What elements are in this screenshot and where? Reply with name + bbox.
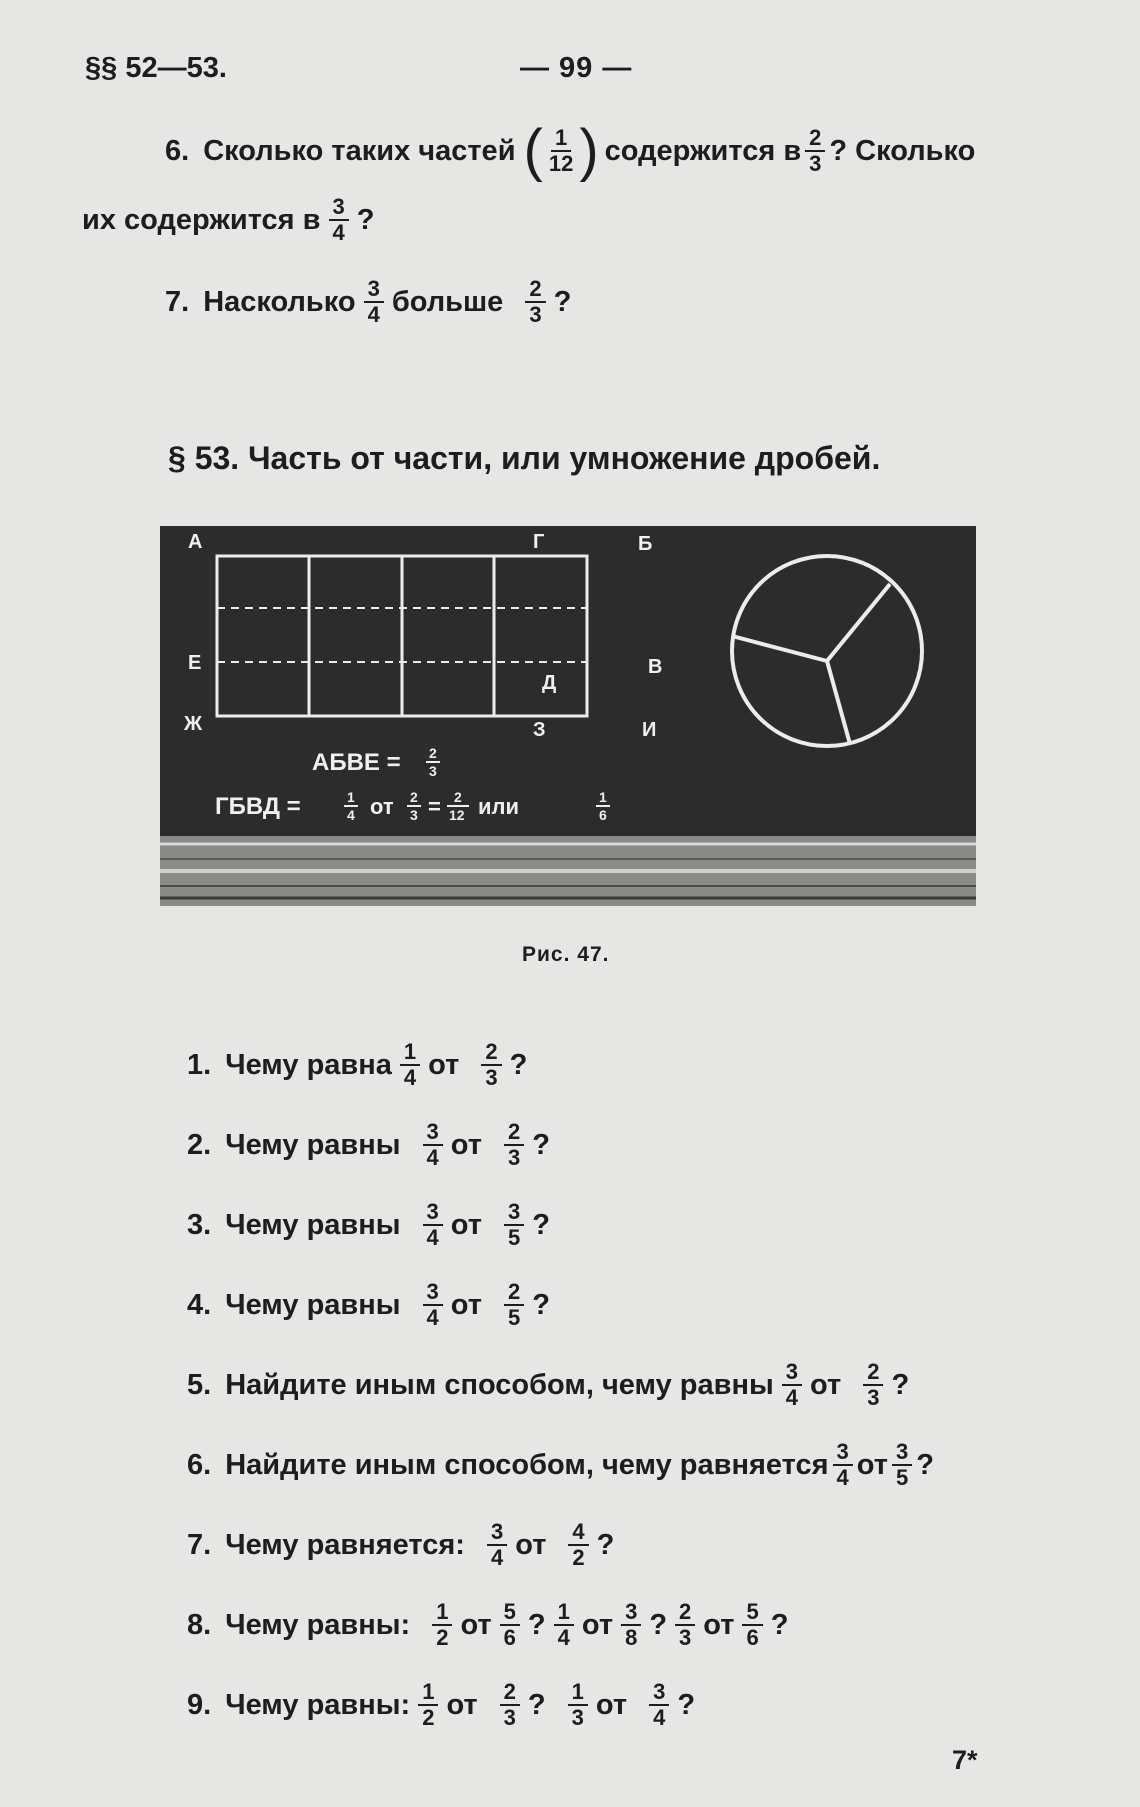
fraction	[432, 1600, 452, 1650]
denominator: 3	[529, 302, 542, 327]
question-text: Чему равны	[225, 1128, 401, 1161]
numerator: 3	[423, 1120, 443, 1146]
blackboard	[160, 526, 976, 836]
fraction	[892, 1440, 912, 1490]
numerator: 5	[500, 1600, 520, 1626]
numerator: 1	[554, 1600, 574, 1626]
fraction	[423, 1120, 443, 1170]
question-1	[187, 1040, 527, 1090]
denominator: 3	[507, 1145, 521, 1170]
word-ot: от	[446, 1688, 478, 1721]
question-number: 9.	[187, 1688, 212, 1721]
eq2-f2-denominator: 3	[410, 807, 418, 823]
numerator: 1	[432, 1600, 452, 1626]
denominator: 3	[867, 1385, 880, 1410]
eq2-f3-numerator: 2	[454, 789, 462, 805]
task-text: больше	[391, 285, 504, 318]
fraction	[805, 126, 825, 176]
numerator: 3	[504, 1200, 524, 1226]
fraction	[504, 1280, 524, 1330]
numerator: 3	[423, 1200, 443, 1226]
denominator: 4	[332, 220, 345, 245]
label-V: В	[648, 656, 663, 678]
denominator: 3	[679, 1625, 692, 1650]
question-text: Чему равняется:	[225, 1528, 465, 1561]
open-paren: (	[523, 118, 543, 183]
question-7	[187, 1520, 614, 1570]
label-G: Г	[533, 531, 545, 553]
denominator: 6	[503, 1625, 516, 1650]
fraction	[423, 1200, 443, 1250]
section-title: § 53. Часть от части, или умножение дробей.	[168, 440, 881, 476]
question-number: 2.	[187, 1128, 212, 1161]
word-ot: от	[810, 1368, 842, 1401]
eq2-equals: =	[428, 794, 441, 819]
question-2	[187, 1120, 550, 1170]
fraction	[423, 1280, 443, 1330]
denominator: 5	[507, 1305, 521, 1330]
word-ot: от	[581, 1608, 614, 1641]
fraction	[525, 277, 545, 327]
question-mark: ?	[649, 1608, 668, 1641]
eq1-denominator: 3	[429, 763, 437, 779]
denominator: 6	[746, 1625, 759, 1650]
task-text: Сколько таких частей	[203, 134, 516, 167]
eq2-f1-numerator: 1	[347, 789, 355, 805]
denominator: 3	[485, 1065, 498, 1090]
question-mark: ?	[891, 1368, 910, 1401]
question-mark: ?	[509, 1048, 528, 1081]
question-9	[187, 1680, 695, 1730]
label-Zh: Ж	[184, 713, 203, 735]
fraction	[649, 1680, 669, 1730]
question-6	[187, 1440, 934, 1490]
question-mark: ?	[532, 1288, 550, 1321]
task-text: ? Сколько	[829, 134, 976, 167]
numerator: 2	[500, 1680, 520, 1706]
equation-2-lhs: ГБВД =	[215, 793, 301, 820]
eq2-ot: от	[370, 794, 394, 819]
numerator: 1	[400, 1040, 420, 1066]
fraction	[504, 1120, 524, 1170]
word-ot: от	[460, 1608, 492, 1641]
fraction	[418, 1680, 438, 1730]
label-B: Б	[638, 533, 653, 555]
word-ot: от	[428, 1048, 460, 1081]
label-Z: З	[533, 719, 546, 741]
question-number: 1.	[187, 1048, 212, 1081]
fraction	[545, 126, 577, 176]
word-ot: от	[515, 1528, 547, 1561]
label-I: И	[642, 719, 657, 741]
denominator: 4	[367, 302, 380, 327]
question-number: 3.	[187, 1208, 212, 1241]
numerator: 5	[742, 1600, 762, 1626]
question-mark: ?	[596, 1528, 615, 1561]
denominator: 12	[548, 151, 574, 176]
task-6-line-2	[82, 195, 374, 245]
word-ot: от	[595, 1688, 628, 1721]
numerator: 3	[364, 277, 384, 303]
denominator: 2	[436, 1625, 449, 1650]
question-number: 6.	[187, 1448, 212, 1481]
word-ot: от	[450, 1288, 482, 1321]
numerator: 4	[568, 1520, 588, 1546]
fraction	[400, 1040, 420, 1090]
task-text: Насколько	[203, 285, 356, 318]
fraction	[568, 1520, 588, 1570]
numerator: 3	[487, 1520, 507, 1546]
question-number: 5.	[187, 1368, 212, 1401]
question-mark: ?	[532, 1128, 550, 1161]
question-mark: ?	[527, 1608, 546, 1641]
numerator: 1	[568, 1680, 588, 1706]
question-text: Найдите иным способом, чему равняется	[225, 1448, 829, 1481]
fraction	[329, 195, 349, 245]
denominator: 4	[557, 1625, 570, 1650]
denominator: 4	[490, 1545, 504, 1570]
question-3	[187, 1200, 550, 1250]
numerator: 2	[504, 1120, 524, 1146]
eq2-f2-numerator: 2	[410, 789, 418, 805]
close-paren: )	[579, 118, 599, 183]
numerator: 3	[892, 1440, 912, 1466]
numerator: 2	[504, 1280, 524, 1306]
numerator: 2	[675, 1600, 695, 1626]
equation-1-lhs: АБВЕ =	[312, 749, 401, 776]
question-4	[187, 1280, 550, 1330]
task-text: содержится в	[604, 134, 802, 167]
eq2-f4-numerator: 1	[599, 789, 607, 805]
eq2-f4-denominator: 6	[599, 807, 607, 823]
fraction	[364, 277, 384, 327]
denominator: 4	[403, 1065, 417, 1090]
fraction	[481, 1040, 501, 1090]
fraction	[863, 1360, 883, 1410]
question-mark: ?	[770, 1608, 789, 1641]
fraction	[675, 1600, 695, 1650]
numerator: 2	[805, 126, 825, 152]
denominator: 3	[809, 151, 822, 176]
denominator: 4	[653, 1705, 666, 1730]
question-mark: ?	[527, 1688, 546, 1721]
denominator: 5	[507, 1225, 521, 1250]
denominator: 4	[426, 1305, 439, 1330]
numerator: 3	[833, 1440, 853, 1466]
numerator: 3	[329, 195, 349, 221]
question-text: Чему равны	[225, 1208, 401, 1241]
numerator: 1	[418, 1680, 438, 1706]
question-mark: ?	[916, 1448, 934, 1481]
eq2-f1-denominator: 4	[347, 807, 355, 823]
question-text: Чему равны:	[225, 1608, 411, 1641]
fraction	[504, 1200, 524, 1250]
figure-caption: Рис. 47.	[522, 943, 610, 966]
fraction	[621, 1600, 641, 1650]
fraction	[554, 1600, 574, 1650]
numerator: 2	[863, 1360, 883, 1386]
task-number: 6.	[165, 134, 190, 167]
question-8	[187, 1600, 788, 1650]
denominator: 4	[836, 1465, 849, 1490]
fraction	[742, 1600, 762, 1650]
signature-mark: 7*	[952, 1745, 978, 1775]
numerator: 3	[649, 1680, 669, 1706]
fraction	[568, 1680, 588, 1730]
label-A: А	[188, 531, 203, 553]
denominator: 8	[625, 1625, 638, 1650]
numerator: 3	[423, 1280, 443, 1306]
denominator: 4	[426, 1145, 439, 1170]
question-text: Чему равны:	[225, 1688, 411, 1721]
word-ot: от	[856, 1448, 888, 1481]
question-mark: ?	[532, 1208, 550, 1241]
question-number: 7.	[187, 1528, 212, 1561]
task-text: их содержится в	[82, 203, 321, 236]
question-number: 4.	[187, 1288, 212, 1321]
question-mark: ?	[677, 1688, 696, 1721]
label-E: Е	[188, 652, 202, 674]
numerator: 2	[481, 1040, 501, 1066]
denominator: 4	[785, 1385, 799, 1410]
fraction	[500, 1680, 520, 1730]
denominator: 5	[895, 1465, 909, 1490]
eq2-f3-denominator: 12	[449, 807, 465, 823]
question-text: Чему равны	[225, 1288, 401, 1321]
question-mark: ?	[356, 203, 375, 236]
fraction	[782, 1360, 802, 1410]
task-6-line-1	[165, 118, 976, 183]
task-number: 7.	[165, 285, 190, 318]
denominator: 2	[572, 1545, 585, 1570]
question-number: 8.	[187, 1608, 212, 1641]
label-D: Д	[542, 672, 557, 694]
numerator: 2	[525, 277, 545, 303]
fraction	[500, 1600, 520, 1650]
fraction	[833, 1440, 853, 1490]
numerator: 1	[551, 126, 571, 152]
word-ot: от	[703, 1608, 735, 1641]
question-5	[187, 1360, 909, 1410]
section-reference: §§ 52—53.	[85, 52, 227, 84]
question-text: Найдите иным способом, чему равны	[225, 1368, 774, 1401]
word-ot: от	[450, 1128, 482, 1161]
task-7	[165, 277, 571, 327]
question-mark: ?	[553, 285, 572, 318]
denominator: 3	[503, 1705, 516, 1730]
question-text: Чему равна	[225, 1048, 392, 1081]
word-ot: от	[450, 1208, 482, 1241]
fraction	[487, 1520, 507, 1570]
numerator: 3	[782, 1360, 802, 1386]
blackboard-figure	[160, 526, 976, 906]
eq2-or: или	[478, 794, 520, 819]
page-number: — 99 —	[520, 52, 633, 84]
denominator: 2	[422, 1705, 435, 1730]
denominator: 4	[426, 1225, 439, 1250]
numerator: 3	[621, 1600, 641, 1626]
eq1-numerator: 2	[429, 745, 437, 761]
denominator: 3	[571, 1705, 584, 1730]
